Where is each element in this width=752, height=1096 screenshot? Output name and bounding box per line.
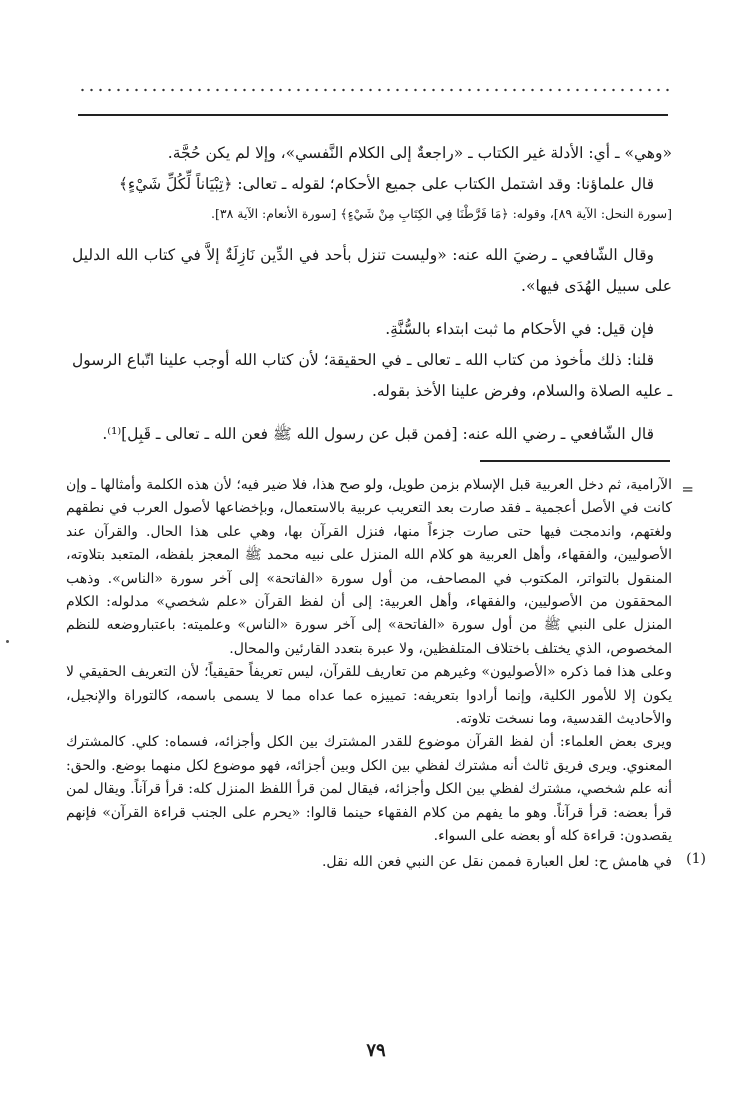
footnote-text: في هامش ح: لعل العبارة فممن نقل عن النبي فعن الله نقل. [321,853,672,870]
footnotes [66,474,706,874]
margin-speck [6,640,9,643]
main-line-2: قال علماؤنا: وقد اشتمل الكتاب على جميع الأحكام؛ لقوله ـ تعالى: ﴿تِبْيَاناً لِّكُلِّ شَيْءٍ﴾ [118,175,654,193]
header-rule [78,114,668,116]
continuation-mark: = [681,480,694,498]
footnote-number: (1) [686,850,706,867]
note-paragraph-1: الآرامية، ثم دخل العربية قبل الإسلام بزمن طويل، ولو صح هذا، فلا ضير فيه؛ لأن هذه الكلمة وأمثالها ـ وإن كانت في الأصل أعجمية ـ فقد صارت بعد التعريب عربية بالاستعمال، وبإخضاعها لأصول العرب في نطقهم ولغتهم، واندمجت فيها حتى صارت جزءاً منها، فنزل القرآن بها، وهي على هذا الحال. والقرآن عند الأصوليين، والفقهاء، وأهل العربية هو كلام الله المنزل على نبيه محمد ﷺ المعجز بلفظه، المتعبد بتلاوته، المنقول بالتواتر، المكتوب في المصاحف، من أول سورة «الفاتحة» إلى آخر سورة «الناس». وذهب المحققون من الأصوليين، والفقهاء، وأهل العربية: إلى أن لفظ القرآن «علم شخصي» مدلوله: الكلام المنزل على النبي ﷺ من أول سورة «الفاتحة» إلى آخر سورة «الناس» وعلميته: باعتباروضعه للنظم المخصوص، الذي يختلف باختلاف المتلفظين، ولا عبرة بتعدد القارئين والمحال. [66,477,672,657]
footnote-1 [66,850,706,874]
page-number: ٧٩ [366,1040,386,1061]
footnote-rule [480,460,670,462]
main-line-5: فإن قيل: في الأحكام ما ثبت ابتداء بالسُّنَّةِ. [385,320,654,338]
main-text [72,138,672,450]
main-line-4: وقال الشّافعي ـ رضيَ الله عنه: «وليست تنزل بأحد في الدِّين نَازِلَةٌ إلاَّ في كتاب الله الدليل على سبيل الهُدَى فيها». [72,246,672,295]
main-line-6: قلنا: ذلك مأخوذ من كتاب الله ـ تعالى ـ في الحقيقة؛ لأن كتاب الله أوجب علينا اتّباع الرسول ـ عليه الصلاة والسلام، وفرض علينا الأخذ بقوله. [72,351,672,400]
main-line-1: «وهي» ـ أي: الأدلة غير الكتاب ـ «راجعةٌ إلى الكلام النَّفسي»، وإلا لم يكن حُجَّة. [167,144,672,162]
note-paragraph-3: ويرى بعض العلماء: أن لفظ القرآن موضوع للقدر المشترك بين الكل وأجزائه، فسماه: كلي. كالمشترك المعنوي. ويرى فريق ثالث أنه مشترك لفظي بين الكل وبين أجزائه، فهو موضوع لكل منهما بوضع. والحق: أنه علم شخصي، مشترك لفظي بين الكل وأجزائه، فيقال لمن قرأ اللفظ المنزل كله: قرأ قرآناً. ويقال لمن قرأ بعضه: قرأ قرآناً. وهو ما يفهم من كلام الفقهاء حينما قالوا: «يحرم على الجنب قراءة القرآن» فإنهم يقصدون: قراءة كله أو بعضه على السواء. [66,734,672,845]
header-dotted-rule [78,88,670,92]
note-paragraph-2: وعلى هذا فما ذكره «الأصوليون» وغيرهم من تعاريف للقرآن، ليس تعريفاً حقيقياً؛ لأن التعريف الحقيقي لا يكون إلا للأمور الكلية، وإنما أرادوا بتعريفه: تمييزه عما عداه مما لا يسمى باسمه، كالتوراة والإنجيل، والأحاديث القدسية، وما نسخت تلاوته. [66,664,672,728]
main-line-7: قال الشّافعي ـ رضي الله عنه: [فمن قبل عن رسول الله ﷺ فعن الله ـ تعالى ـ قَبِل]⁽¹⁾. [102,425,654,443]
main-line-3: [سورة النحل: الآية ٨٩]، وقوله: ﴿مَا فَرَّطْنَا فِي الكِتَابِ مِنْ شَيْءٍ﴾ [سورة الأنعام: الآية ٣٨]. [211,206,672,221]
